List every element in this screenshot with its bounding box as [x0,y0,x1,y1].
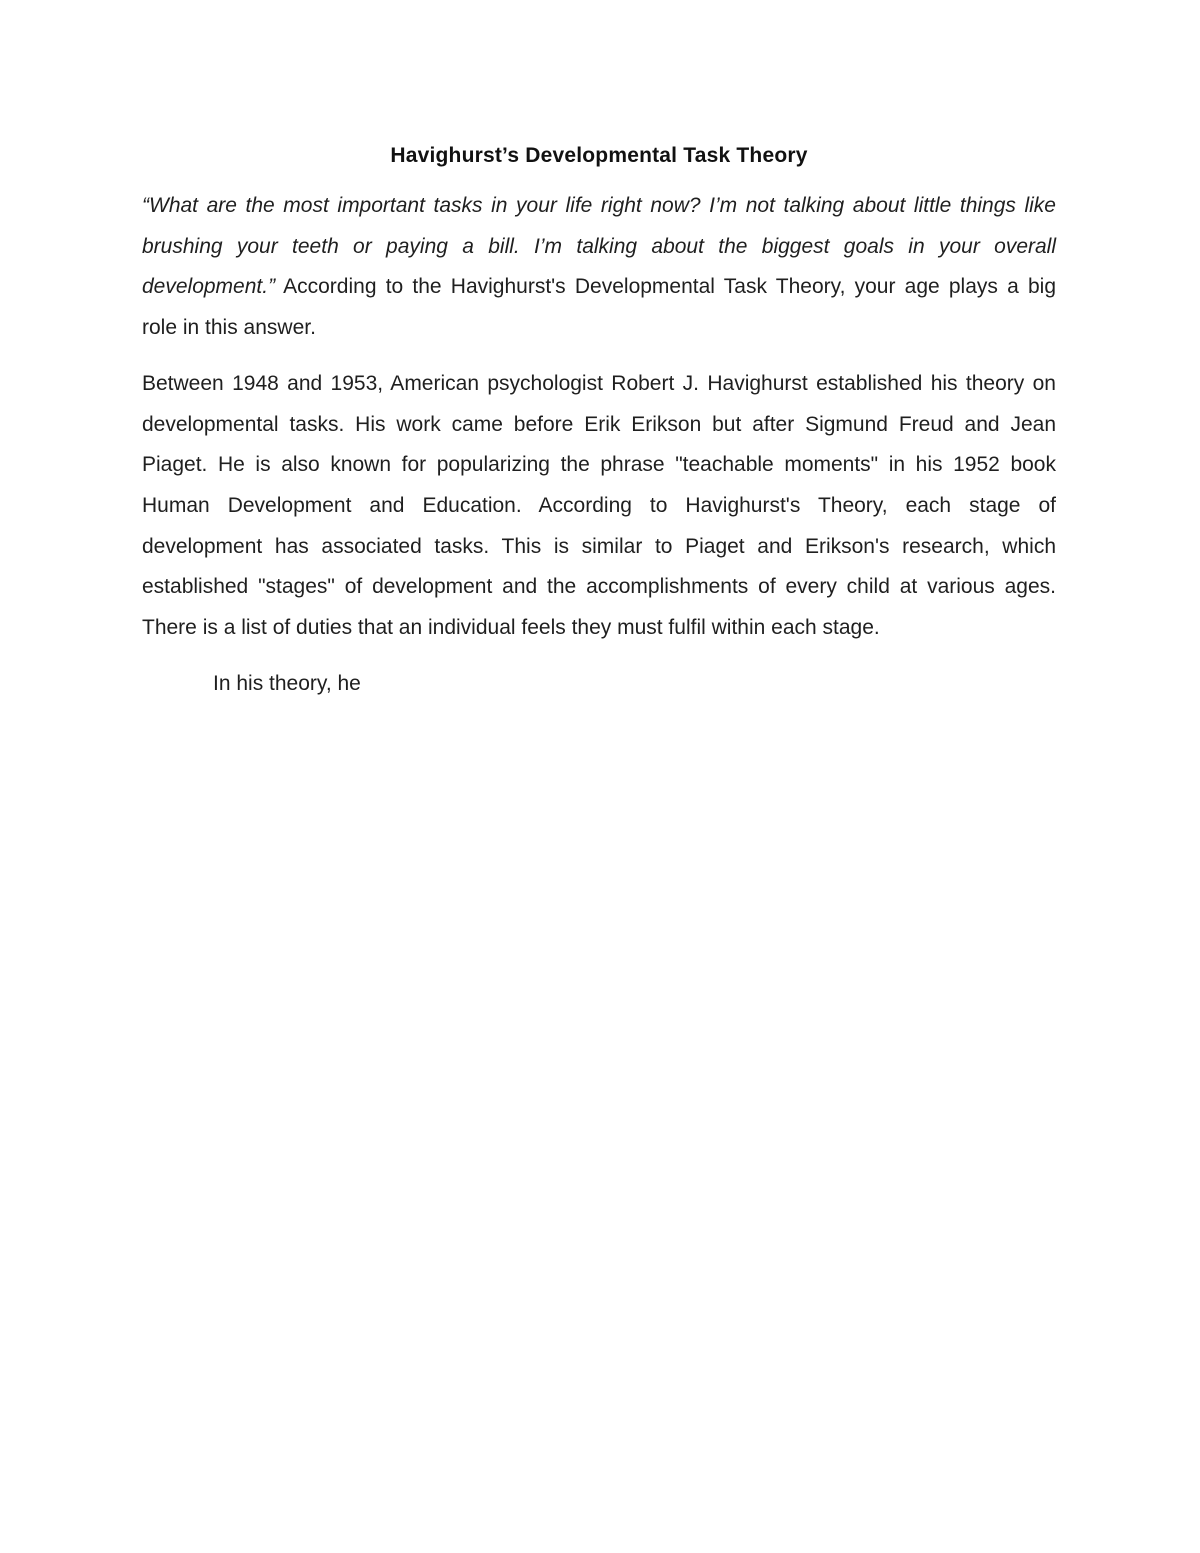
document-title: Havighurst’s Developmental Task Theory [390,144,808,167]
theory-paragraph: In his theory, he [213,671,361,695]
intro-text: According to the Havighurst's Developmental Task Theory, your age plays a big role in this answer. [142,275,1056,340]
intro-quote: “What are the most important tasks in your life right now? I’m not talking about little things like brushing your teeth or paying a bill. I’m talking about the biggest goals in your overall development.” [142,194,1056,299]
intro-paragraph [142,186,1056,349]
history-paragraph: Between 1948 and 1953, American psychologist Robert J. Havighurst established his theory on developmental tasks. His work came before Erik Erikson but after Sigmund Freud and Jean Piaget. He is also known for popularizing the phrase "teachable moments" in his 1952 book Human Development and Education. According to Havighurst's Theory, each stage of development has associated tasks. This is similar to Piaget and Erikson's research, which established "stages" of development and the accomplishments of every child at various ages. There is a list of duties that an individual feels they must fulfil within each stage. [142,371,1056,640]
document-body [142,138,1056,704]
